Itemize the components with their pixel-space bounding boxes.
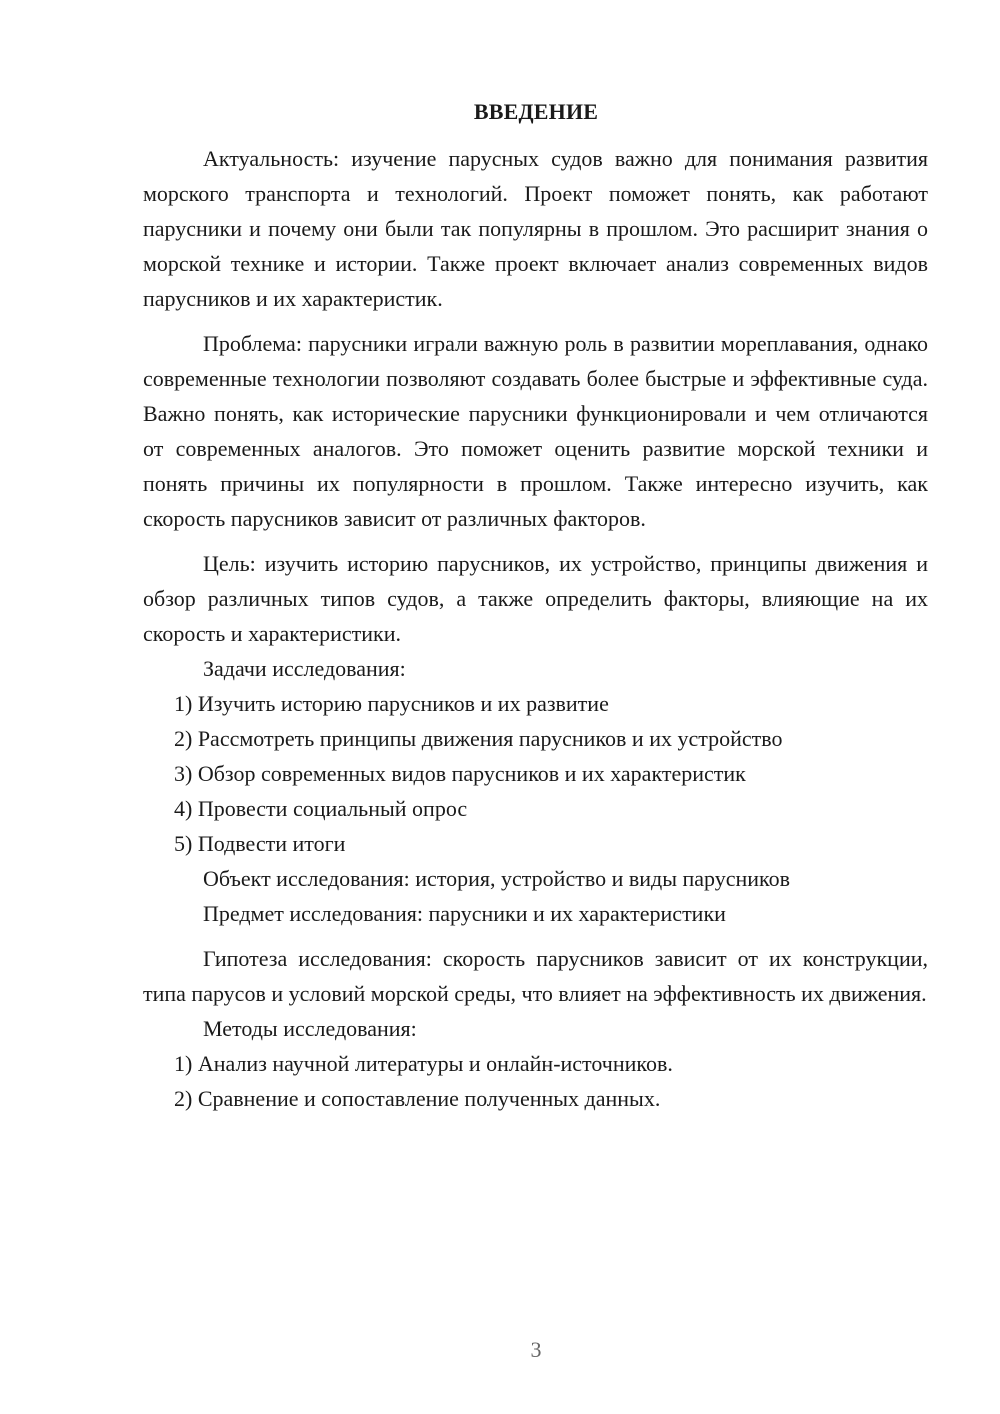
hypothesis-paragraph: Гипотеза исследования: скорость парусников зависит от их конструкции, типа парусов и условий морской среды, что влияет на эффективность их движения. xyxy=(143,946,928,1006)
tasks-label: Задачи исследования: xyxy=(203,656,406,681)
document-body xyxy=(143,141,928,1116)
task-item: 4) Провести социальный опрос xyxy=(174,796,468,821)
task-item: 2) Рассмотреть принципы движения парусников и их устройство xyxy=(174,726,783,751)
subject-line: Предмет исследования: парусники и их характеристики xyxy=(203,901,726,926)
task-item: 5) Подвести итоги xyxy=(174,831,346,856)
relevance-paragraph: Актуальность: изучение парусных судов важно для понимания развития морского транспорта и технологий. Проект поможет понять, как работают парусники и почему они были так популярны в прошлом. Это расширит знания о морской технике и истории. Также проект включает анализ современных видов парусников и их характеристик. xyxy=(143,146,928,311)
methods-label: Методы исследования: xyxy=(203,1016,417,1041)
goal-paragraph: Цель: изучить историю парусников, их устройство, принципы движения и обзор различных типов судов, а также определить факторы, влияющие на их скорость и характеристики. xyxy=(143,551,928,646)
task-item: 3) Обзор современных видов парусников и их характеристик xyxy=(174,761,746,786)
page-number: 3 xyxy=(530,1337,542,1362)
problem-paragraph: Проблема: парусники играли важную роль в развитии мореплавания, однако современные технологии позволяют создавать более быстрые и эффективные суда. Важно понять, как исторические парусники функционировали и чем отличаются от современных аналогов. Это поможет оценить развитие морской техники и понять причины их популярности в прошлом. Также интересно изучить, как скорость парусников зависит от различных факторов. xyxy=(143,331,928,531)
section-heading: ВВЕДЕНИЕ xyxy=(473,99,599,124)
method-item: 2) Сравнение и сопоставление полученных данных. xyxy=(174,1086,661,1111)
method-item: 1) Анализ научной литературы и онлайн-источников. xyxy=(174,1051,673,1076)
object-line: Объект исследования: история, устройство и виды парусников xyxy=(203,866,790,891)
task-item: 1) Изучить историю парусников и их развитие xyxy=(174,691,609,716)
